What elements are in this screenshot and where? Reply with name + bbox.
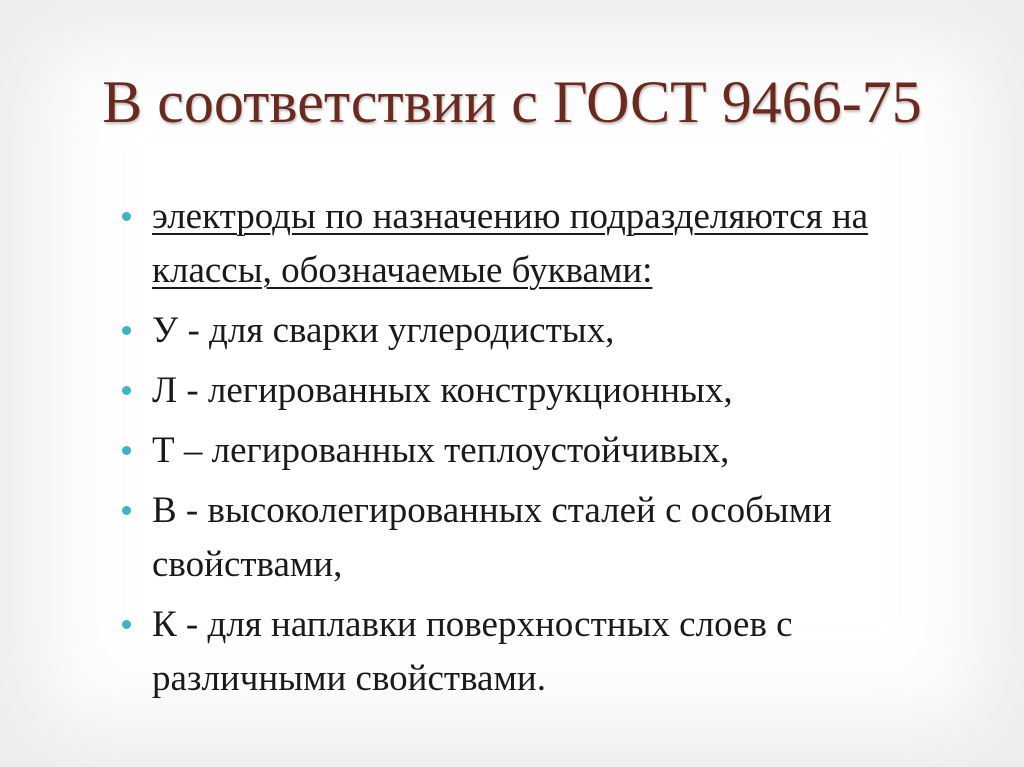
list-item xyxy=(118,424,918,478)
list-item xyxy=(118,190,918,298)
list-item-text: У - для сварки углеродистых, xyxy=(152,310,615,351)
dot-icon xyxy=(122,506,131,515)
list-item-text: электроды по назначению подразделяются на классы, обозначаемые буквами: xyxy=(152,196,869,291)
list-item xyxy=(118,364,918,418)
list-item-text: В - высоколегированных сталей с особыми свойствами, xyxy=(152,490,832,585)
dot-icon xyxy=(122,326,131,335)
dot-icon xyxy=(122,446,131,455)
list-item-text: Т – легированных теплоустойчивых, xyxy=(152,430,730,471)
dot-icon xyxy=(122,212,131,221)
list-item xyxy=(118,304,918,358)
dot-icon xyxy=(122,386,131,395)
slide-title: В соответствии с ГОСТ 9466-75 xyxy=(102,69,922,135)
list-item-text: К - для наплавки поверхностных слоев с различными свойствами. xyxy=(152,604,793,699)
dot-icon xyxy=(122,620,131,629)
list-item xyxy=(118,484,918,592)
list-item xyxy=(118,598,918,706)
bullet-list xyxy=(118,190,918,712)
list-item-text: Л - легированных конструкционных, xyxy=(152,370,733,411)
